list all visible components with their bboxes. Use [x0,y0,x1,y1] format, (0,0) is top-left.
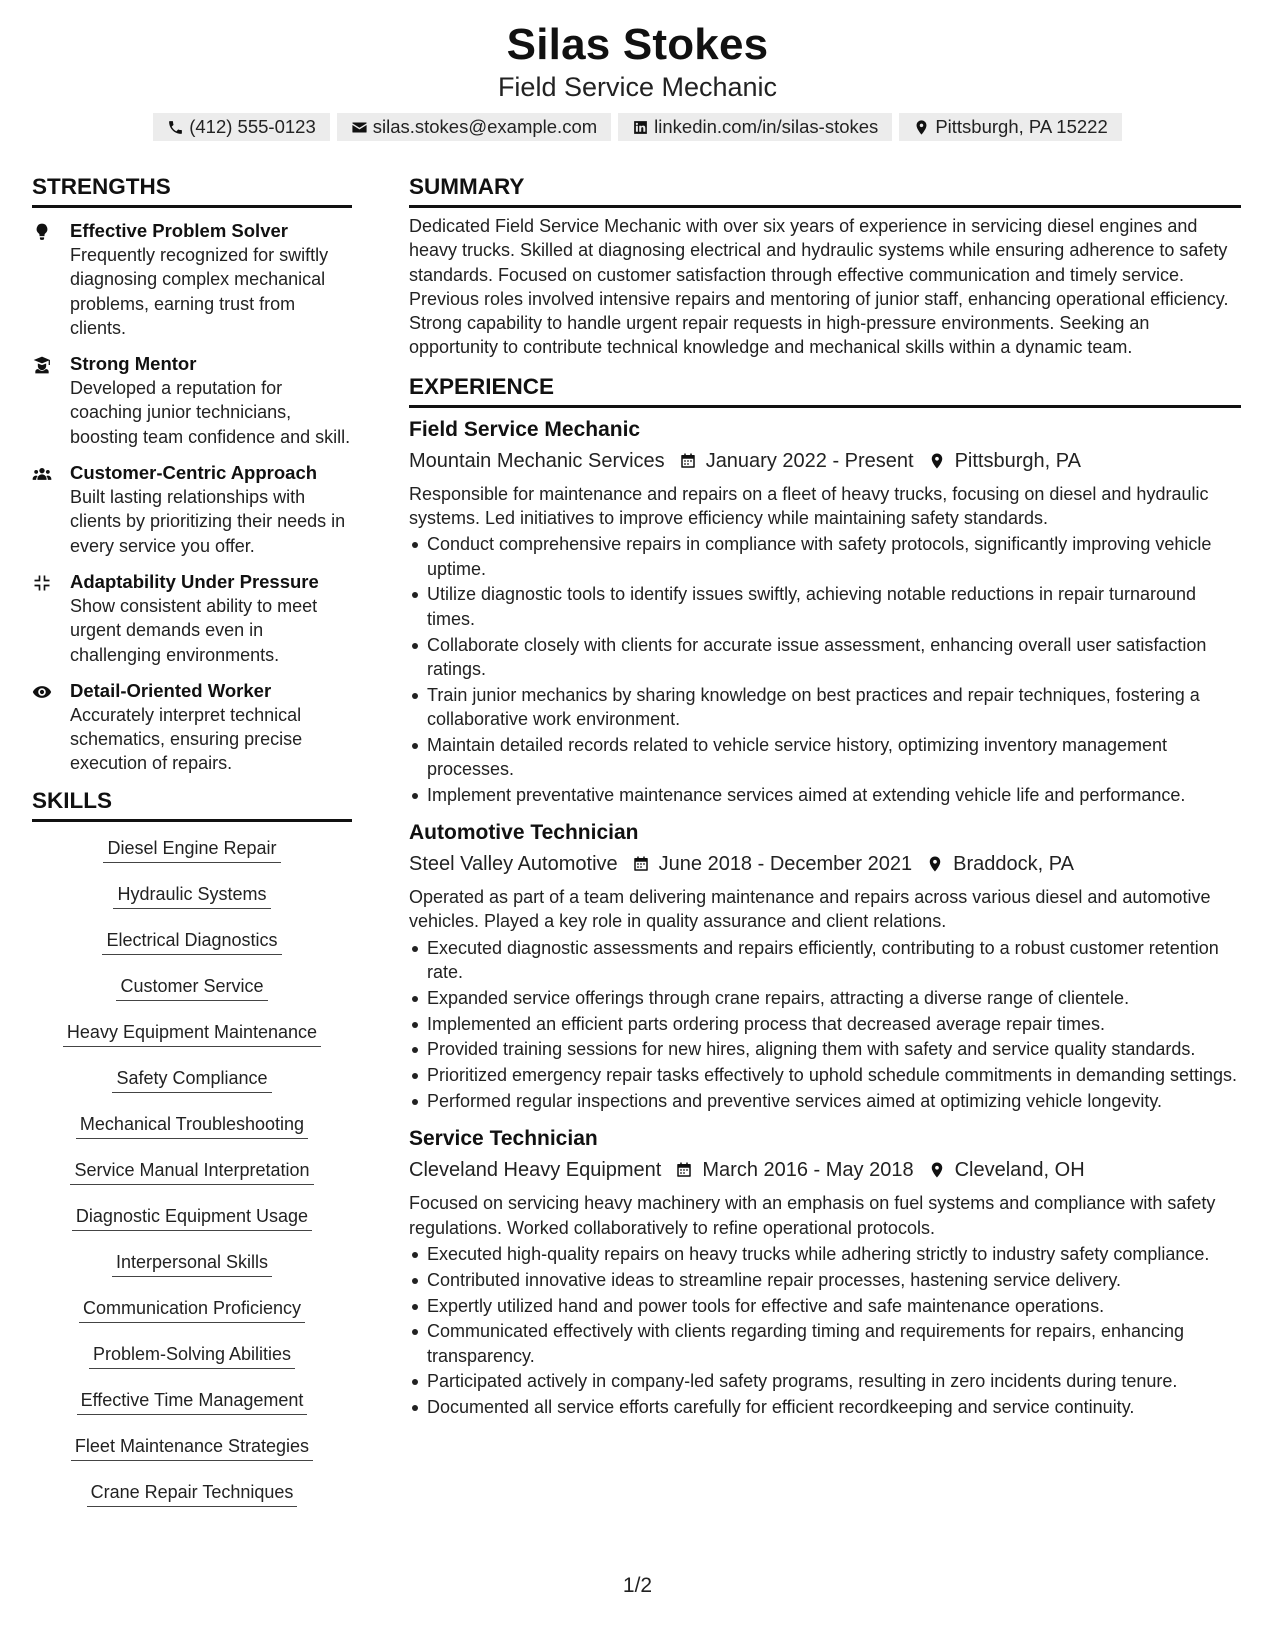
job-meta [409,446,1241,476]
page-number: 1/2 [622,1574,653,1597]
skill-tag: Effective Time Management [77,1384,308,1415]
phone-icon [167,119,184,136]
skill-tag: Service Manual Interpretation [70,1154,313,1185]
job-description: Operated as part of a team delivering maintenance and repairs across various diesel and automotive vehicles. Played a key role in quality assurance and client relations. [409,887,1211,932]
skill-tag: Safety Compliance [112,1062,271,1093]
strength-item [32,679,352,776]
strength-item [32,461,352,558]
job-bullets [409,1242,1241,1420]
contact-phone[interactable] [153,113,330,141]
location-pin-icon [926,855,944,873]
linkedin-icon [632,119,649,136]
strength-title: Effective Problem Solver [70,220,288,241]
calendar-icon [632,855,650,873]
job-entry [409,1125,1241,1419]
summary-text: Dedicated Field Service Mechanic with over six years of experience in servicing diesel engines and heavy trucks. Skilled at diagnosing electrical and hydraulic systems while ensuring adherence to safety standards. Focused on customer satisfaction through effective communication and timely service. Previous roles involved intensive repairs and mentoring of junior staff, enhancing operational efficiency. Strong capability to handle urgent repair requests in high-pressure environments. Seeking an opportunity to contribute technical knowledge and mechanical skills within a dynamic team. [409,216,1229,358]
candidate-name: Silas Stokes [506,20,769,69]
job-bullet: Conduct comprehensive repairs in compliance with safety protocols, significantly improving vehicle uptime. [427,532,1241,581]
strength-item [32,570,352,667]
linkedin-text: linkedin.com/in/silas-stokes [654,116,879,137]
candidate-title: Field Service Mechanic [497,72,778,102]
job-bullet: Expertly utilized hand and power tools for effective and safe maintenance operations. [427,1294,1241,1318]
contact-linkedin[interactable] [618,113,892,141]
calendar-icon [675,1161,693,1179]
strength-desc: Accurately interpret technical schematics, ensuring precise execution of repairs. [70,704,303,774]
job-bullet: Implemented an efficient parts ordering process that decreased average repair times. [427,1012,1241,1036]
experience-heading: EXPERIENCE [409,374,1241,408]
job-entry [409,819,1241,1113]
job-description: Responsible for maintenance and repairs on a fleet of heavy trucks, focusing on diesel and hydraulic systems. Led initiatives to improve efficiency while maintaining safety standards. [409,483,1209,529]
strength-desc: Developed a reputation for coaching junior technicians, boosting team confidence and skill. [70,378,351,447]
job-bullet: Implement preventative maintenance services aimed at extending vehicle life and performance. [427,783,1241,807]
contact-email[interactable] [337,113,611,141]
location-pin-icon [913,119,930,136]
job-title: Service Technician [409,1127,598,1151]
job-bullet: Collaborate closely with clients for accurate issue assessment, enhancing overall user satisfaction ratings. [427,633,1241,682]
job-company: Cleveland Heavy Equipment [409,1159,662,1182]
job-bullet: Utilize diagnostic tools to identify issues swiftly, achieving notable reductions in repair turnaround times. [427,582,1241,631]
skill-tag: Problem-Solving Abilities [89,1338,295,1369]
job-bullet: Executed diagnostic assessments and repairs efficiently, contributing to a robust customer retention rate. [427,936,1241,985]
skills-list [32,832,352,1522]
summary-heading: SUMMARY [409,174,1241,208]
mentor-icon [32,355,52,375]
strength-desc: Frequently recognized for swiftly diagnosing complex mechanical problems, earning trust from clients. [70,245,329,338]
job-dates: January 2022 - Present [705,449,914,472]
skill-tag: Customer Service [116,970,267,1001]
strengths-list [32,219,352,776]
job-bullet: Expanded service offerings through crane repairs, attracting a diverse range of clientele. [427,986,1241,1010]
strength-title: Customer-Centric Approach [70,462,318,484]
job-description: Focused on servicing heavy machinery with an emphasis on fuel systems and compliance with safety regulations. Worked collaboratively to refine operational protocols. [409,1193,1216,1238]
skill-tag: Interpersonal Skills [112,1246,272,1277]
skill-tag: Heavy Equipment Maintenance [63,1016,321,1047]
strength-desc: Built lasting relationships with clients by prioritizing their needs in every service you offer. [70,487,346,556]
skills-section [32,788,352,1522]
skill-tag: Diesel Engine Repair [103,832,280,863]
location-pin-icon [928,452,946,470]
job-bullet: Provided training sessions for new hires, aligning them with safety and service quality standards. [427,1037,1241,1061]
job-bullet: Maintain detailed records related to vehicle service history, optimizing inventory management processes. [427,733,1241,782]
job-dates: June 2018 - December 2021 [658,853,913,876]
strength-item [32,219,352,340]
job-location: Cleveland, OH [954,1159,1085,1182]
strength-title: Adaptability Under Pressure [70,570,319,592]
job-bullets [409,936,1241,1114]
strength-title: Strong Mentor [70,353,197,375]
job-bullet: Communicated effectively with clients regarding timing and requirements for repairs, enhancing transparency. [427,1319,1241,1368]
skill-tag: Mechanical Troubleshooting [76,1108,308,1139]
contact-location [899,113,1121,141]
job-bullet: Contributed innovative ideas to streamline repair processes, hastening service delivery. [427,1268,1241,1292]
left-column [32,174,352,1522]
skill-tag: Fleet Maintenance Strategies [71,1430,313,1461]
calendar-icon [679,452,697,470]
job-title: Automotive Technician [409,821,639,845]
right-column [409,174,1241,1421]
email-text: silas.stokes@example.com [372,116,598,137]
job-bullet: Prioritized emergency repair tasks effectively to uphold schedule commitments in demanding settings. [427,1063,1241,1087]
job-location: Braddock, PA [953,853,1074,876]
strength-title: Detail-Oriented Worker [70,679,272,701]
job-company: Mountain Mechanic Services [409,449,665,472]
skill-tag: Crane Repair Techniques [87,1476,298,1507]
job-bullet: Documented all service efforts carefully for efficient recordkeeping and service continuity. [427,1395,1241,1419]
location-pin-icon [928,1161,946,1179]
strength-desc: Show consistent ability to meet urgent demands even in challenging environments. [70,595,318,665]
eye-icon [32,682,52,702]
strengths-heading: STRENGTHS [32,174,352,208]
job-bullets [409,532,1241,807]
experience-section [409,374,1241,1420]
job-company: Steel Valley Automotive [409,853,618,876]
job-meta [409,1155,1241,1185]
contact-bar [0,113,1275,141]
job-location: Pittsburgh, PA [954,449,1081,472]
users-icon [32,464,52,484]
skill-tag: Communication Proficiency [79,1292,305,1323]
envelope-icon [351,119,368,136]
job-bullet: Executed high-quality repairs on heavy trucks while adhering strictly to industry safety compliance. [427,1242,1241,1266]
job-title: Field Service Mechanic [409,417,641,441]
phone-text: (412) 555-0123 [189,116,316,137]
job-meta [409,849,1241,879]
skill-tag: Electrical Diagnostics [102,924,281,955]
job-bullet: Participated actively in company-led safety programs, resulting in zero incidents during tenure. [427,1369,1241,1393]
job-bullet: Performed regular inspections and preventive services aimed at optimizing vehicle longevity. [427,1089,1241,1113]
compress-icon [32,573,52,593]
skills-heading: SKILLS [32,788,352,822]
skill-tag: Diagnostic Equipment Usage [72,1200,312,1231]
strength-item [32,352,352,449]
job-dates: March 2016 - May 2018 [702,1159,914,1182]
lightbulb-icon [32,222,52,242]
job-entry [409,416,1241,807]
job-bullet: Train junior mechanics by sharing knowledge on best practices and repair techniques, fostering a collaborative work environment. [427,683,1241,732]
location-text: Pittsburgh, PA 15222 [935,116,1108,137]
skill-tag: Hydraulic Systems [113,878,270,909]
